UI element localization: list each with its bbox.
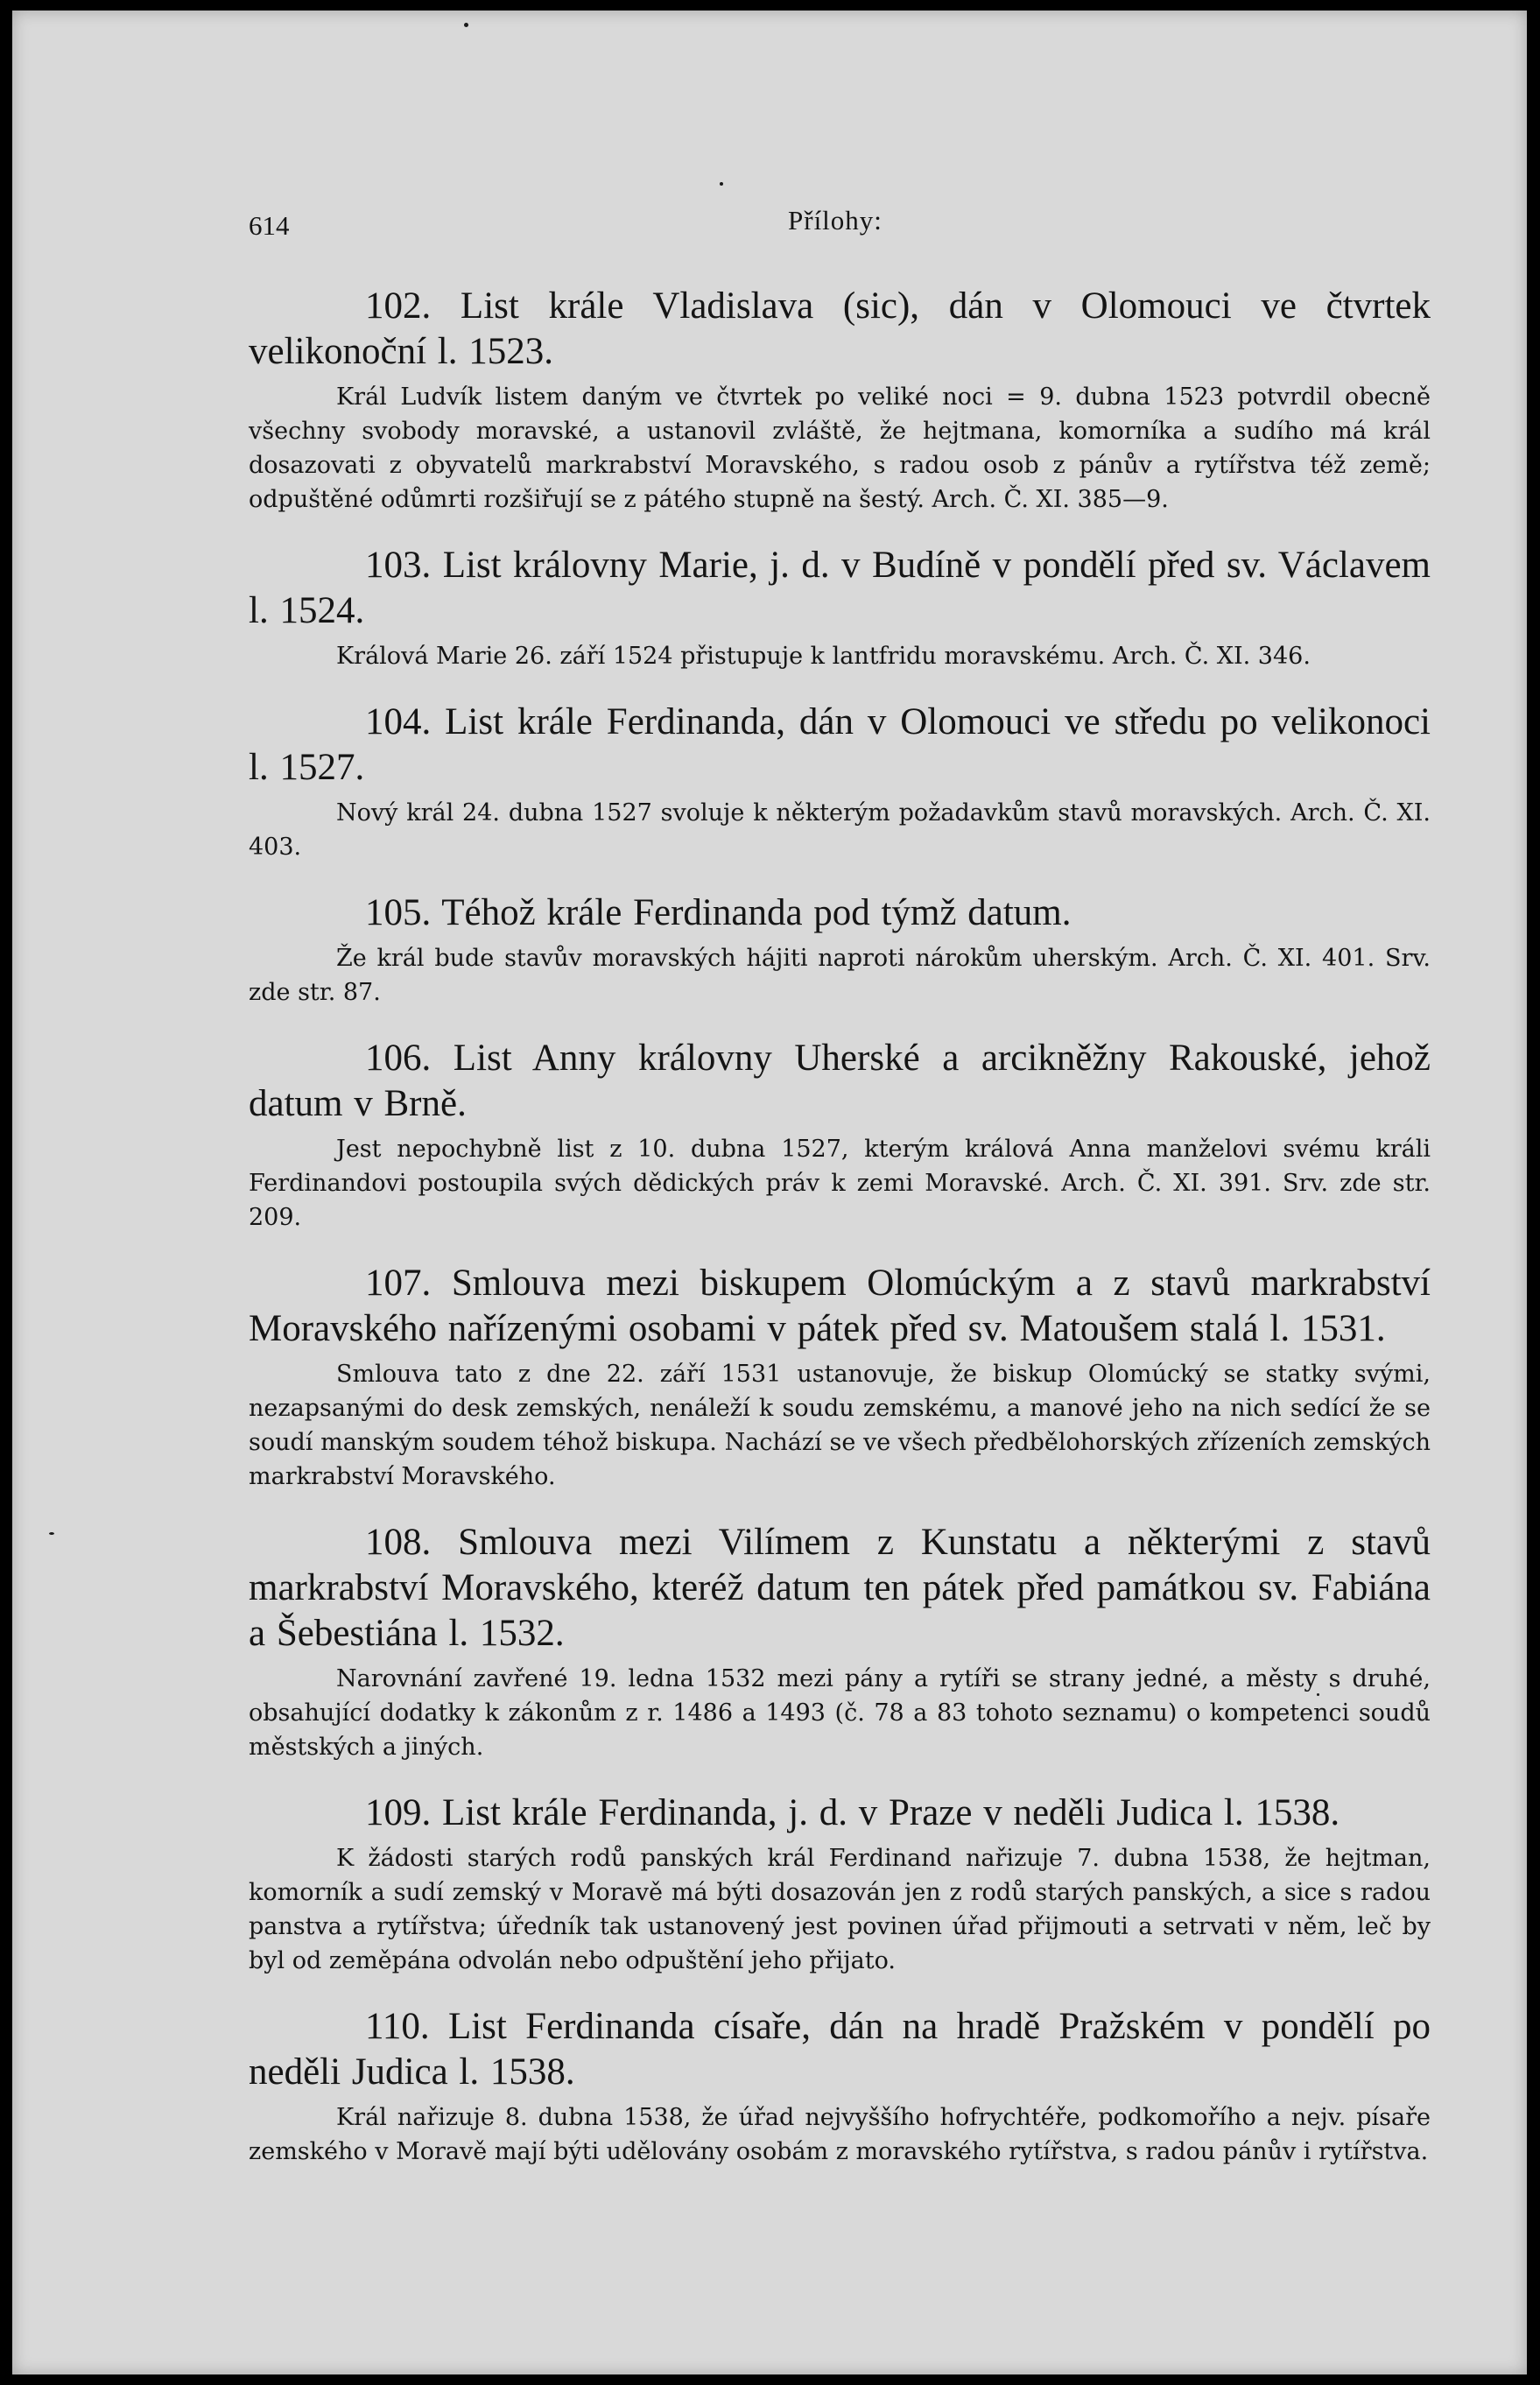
page-number: 614	[249, 210, 290, 241]
entry-heading: 107. Smlouva mezi biskupem Olomúckým a z stavů markrabství Moravského nařízenými osobami v pátek před sv. Matoušem stalá l. 1531.	[249, 1263, 1431, 1349]
entry-heading: 105. Téhož krále Ferdinanda pod týmž datum.	[365, 892, 1072, 933]
entry-heading: 102. List krále Vladislava (sic), dán v Olomouci ve čtvrtek velikonoční l. 1523.	[249, 285, 1431, 372]
entry-108	[249, 1520, 1431, 1764]
entry-heading: 106. List Anny královny Uherské a arcikněžny Rakouské, jehož datum v Brně.	[249, 1038, 1431, 1124]
entry-body: Král nařizuje 8. dubna 1538, že úřad nejvyššího hofrychtéře, podkomořího a nejv. písaře zemského v Moravě mají býti udělovány osobám z moravského rytířstva, s radou pánův i rytířstva.	[249, 2104, 1431, 2165]
print-speck	[720, 182, 723, 186]
entry-body: Králová Marie 26. září 1524 přistupuje k lantfridu moravskému. Arch. Č. XI. 346.	[336, 643, 1311, 670]
print-speck	[464, 23, 468, 27]
entry-103	[249, 543, 1431, 673]
entry-105	[249, 890, 1431, 1010]
entry-106	[249, 1036, 1431, 1235]
book-page	[12, 11, 1527, 2374]
page-content	[249, 193, 1431, 2169]
entry-107	[249, 1261, 1431, 1494]
entry-104	[249, 700, 1431, 864]
entry-body: Smlouva tato z dne 22. září 1531 ustanovuje, že biskup Olomúcký se statky svými, nezapsanými do desk zemských, nenáleží k soudu zemskému, a manové jeho na nich sedící že se soudí manským soudem téhož biskupa. Nachází se ve všech předbělohorských zřízeních zemských markrabství Moravského.	[249, 1361, 1431, 1490]
entry-110	[249, 2004, 1431, 2169]
entry-heading: 104. List krále Ferdinanda, dán v Olomouci ve středu po velikonoci l. 1527.	[249, 701, 1431, 788]
entry-body: Nový král 24. dubna 1527 svoluje k některým požadavkům stavů moravských. Arch. Č. XI. 403.	[249, 799, 1431, 861]
entry-body: K žádosti starých rodů panských král Ferdinand nařizuje 7. dubna 1538, že hejtman, komorník a sudí zemský v Moravě má býti dosazován jen z rodů starých panských, a sice s radou panstva a rytířstva; úředník tak ustanovený jest povinen úřad přijmouti a setrvati v něm, leč by byl od zeměpána odvolán nebo odpuštění jeho přijato.	[249, 1845, 1431, 1974]
entry-body: Jest nepochybně list z 10. dubna 1527, kterým králová Anna manželovi svému králi Ferdinandovi postoupila svých dědických práv k zemi Moravské. Arch. Č. XI. 391. Srv. zde str. 209.	[249, 1136, 1431, 1231]
entry-heading: 109. List krále Ferdinanda, j. d. v Praze v neděli Judica l. 1538.	[365, 1792, 1340, 1833]
print-speck	[49, 1532, 54, 1535]
running-head	[249, 193, 1431, 245]
entry-102	[249, 284, 1431, 517]
section-title: Přílohy:	[788, 205, 883, 236]
entry-heading: 103. List královny Marie, j. d. v Budíně v pondělí před sv. Václavem l. 1524.	[249, 545, 1431, 631]
entry-109	[249, 1791, 1431, 1978]
entry-body: Narovnání zavřené 19. ledna 1532 mezi pány a rytíři se strany jedné, a městy s druhé, obsahující dodatky k zákonům z r. 1486 a 1493 (č. 78 a 83 tohoto seznamu) o kompetenci soudů městských a jiných.	[249, 1665, 1431, 1761]
entry-heading: 110. List Ferdinanda císaře, dán na hradě Pražském v pondělí po neděli Judica l. 1538.	[249, 2006, 1431, 2093]
entry-body: Král Ludvík listem daným ve čtvrtek po veliké noci = 9. dubna 1523 potvrdil obecně všechny svobody moravské, a ustanovil zvláště, že hejtmana, komorníka a sudího má král dosazovati z obyvatelů markrabství Moravského, s radou osob z pánův a rytířstva též země; odpuštěné odůmrti rozšiřují se z pátého stupně na šestý. Arch. Č. XI. 385—9.	[249, 383, 1431, 513]
entry-heading: 108. Smlouva mezi Vilímem z Kunstatu a některými z stavů markrabství Moravského, kteréž datum ten pátek před památkou sv. Fabiána a Šebestiána l. 1532.	[249, 1522, 1431, 1654]
entry-body: Že král bude stavův moravských hájiti naproti nárokům uherským. Arch. Č. XI. 401. Srv. zde str. 87.	[249, 945, 1431, 1006]
